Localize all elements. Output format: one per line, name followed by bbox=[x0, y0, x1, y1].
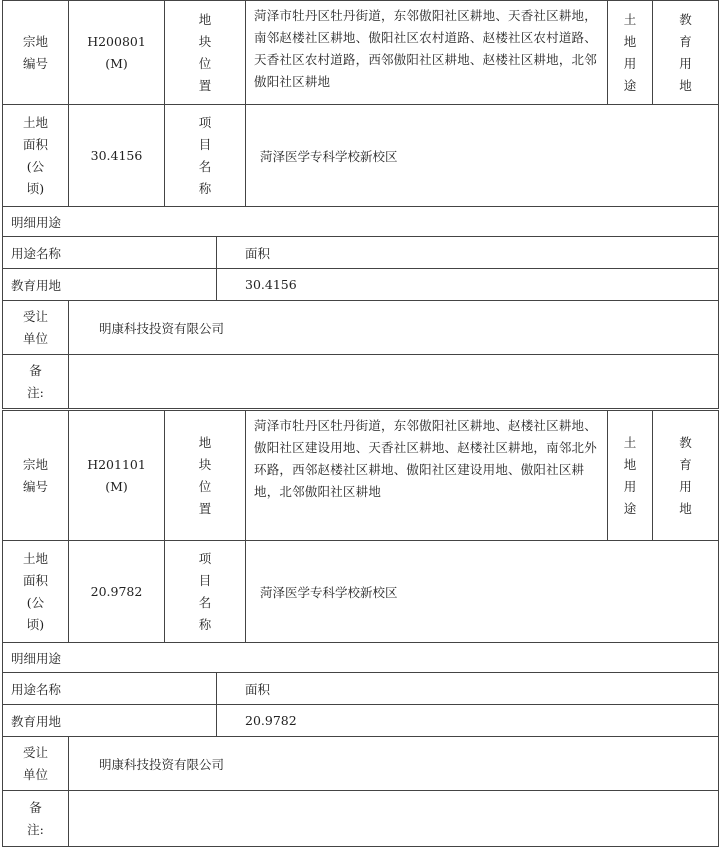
parcel-code: H200801 (M) bbox=[69, 1, 165, 105]
area-header: 面积 bbox=[217, 237, 719, 269]
land-location-value: 菏泽市牡丹区牡丹街道，东邻傲阳社区耕地、天香社区耕地，南邻赵楼社区耕地、傲阳社区农村道路、赵楼社区农村道路、天香社区农村道路，西邻傲阳社区耕地、赵楼社区耕地，北邻傲阳社区耕地 bbox=[246, 1, 608, 105]
area-header: 面积 bbox=[217, 673, 719, 705]
transferee-label: 受让 单位 bbox=[3, 737, 69, 791]
detail-use-row bbox=[3, 207, 719, 237]
project-name-value: 菏泽医学专科学校新校区 bbox=[246, 541, 719, 643]
parcel-header-row bbox=[3, 411, 719, 541]
land-location-label: 地 块 位 置 bbox=[165, 1, 246, 105]
remarks-value bbox=[69, 791, 719, 847]
use-data-row bbox=[3, 269, 719, 301]
land-area-value: 30.4156 bbox=[69, 105, 165, 207]
parcel-table bbox=[2, 0, 719, 409]
land-location-value: 菏泽市牡丹区牡丹街道，东邻傲阳社区耕地、赵楼社区耕地、傲阳社区建设用地、天香社区耕地、赵楼社区耕地，南邻北外环路，西邻赵楼社区耕地、傲阳社区建设用地、傲阳社区耕地，北邻傲阳社区耕地 bbox=[246, 411, 608, 541]
land-use-label: 土 地 用 途 bbox=[608, 1, 653, 105]
land-use-value: 教 育 用 地 bbox=[653, 1, 719, 105]
use-header-row bbox=[3, 673, 719, 705]
use-data-row bbox=[3, 705, 719, 737]
area-row bbox=[3, 105, 719, 207]
parcel-no-label: 宗地 编号 bbox=[3, 1, 69, 105]
remarks-label: 备 注: bbox=[3, 791, 69, 847]
remarks-label: 备 注: bbox=[3, 355, 69, 409]
area-row bbox=[3, 541, 719, 643]
parcel-header-row bbox=[3, 1, 719, 105]
project-name-label: 项 目 名 称 bbox=[165, 105, 246, 207]
parcel-block-2 bbox=[2, 410, 718, 847]
use-name-header: 用途名称 bbox=[3, 673, 217, 705]
use-name-cell: 教育用地 bbox=[3, 705, 217, 737]
transferee-row bbox=[3, 301, 719, 355]
land-area-value: 20.9782 bbox=[69, 541, 165, 643]
land-use-value: 教 育 用 地 bbox=[653, 411, 719, 541]
remarks-row bbox=[3, 355, 719, 409]
detail-use-label: 明细用途 bbox=[3, 643, 719, 673]
use-name-cell: 教育用地 bbox=[3, 269, 217, 301]
land-area-label: 土地 面积 (公 顷) bbox=[3, 105, 69, 207]
detail-use-label: 明细用途 bbox=[3, 207, 719, 237]
parcel-block-1 bbox=[2, 0, 718, 409]
detail-use-row bbox=[3, 643, 719, 673]
use-header-row bbox=[3, 237, 719, 269]
project-name-label: 项 目 名 称 bbox=[165, 541, 246, 643]
land-location-label: 地 块 位 置 bbox=[165, 411, 246, 541]
use-name-header: 用途名称 bbox=[3, 237, 217, 269]
land-use-label: 土 地 用 途 bbox=[608, 411, 653, 541]
project-name-value: 菏泽医学专科学校新校区 bbox=[246, 105, 719, 207]
use-area-cell: 30.4156 bbox=[217, 269, 719, 301]
transferee-value: 明康科技投资有限公司 bbox=[69, 301, 719, 355]
parcel-table bbox=[2, 410, 719, 847]
parcel-code: H201101 (M) bbox=[69, 411, 165, 541]
remarks-row bbox=[3, 791, 719, 847]
land-area-label: 土地 面积 (公 顷) bbox=[3, 541, 69, 643]
parcel-no-label: 宗地 编号 bbox=[3, 411, 69, 541]
transferee-label: 受让 单位 bbox=[3, 301, 69, 355]
transferee-value: 明康科技投资有限公司 bbox=[69, 737, 719, 791]
remarks-value bbox=[69, 355, 719, 409]
transferee-row bbox=[3, 737, 719, 791]
use-area-cell: 20.9782 bbox=[217, 705, 719, 737]
